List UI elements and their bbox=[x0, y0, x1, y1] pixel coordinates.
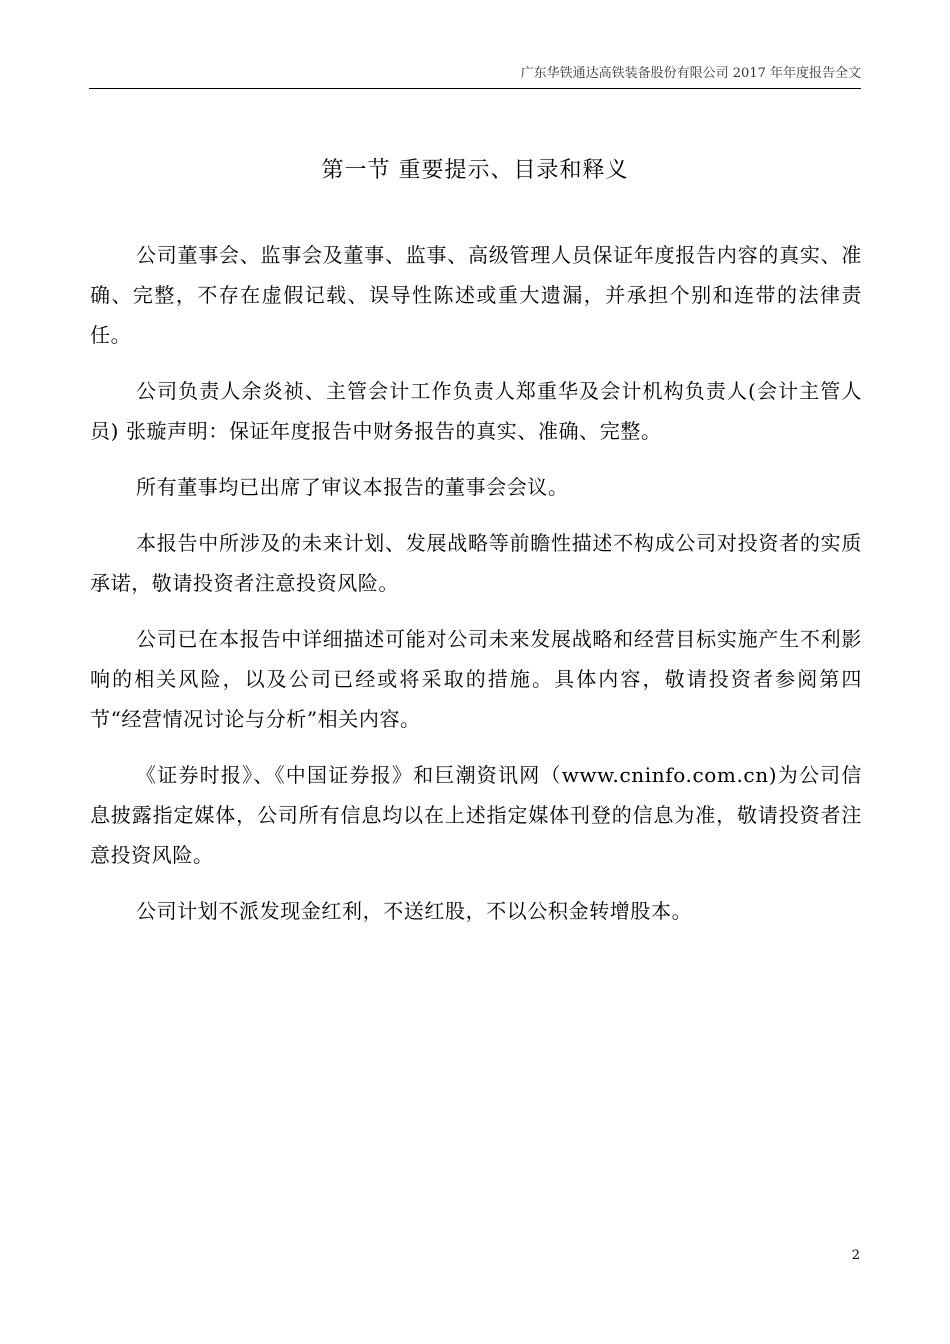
paragraph-board-attendance: 所有董事均已出席了审议本报告的董事会会议。 bbox=[136, 475, 569, 499]
section-title: 第一节 重要提示、目录和释义 bbox=[321, 158, 629, 183]
paragraph-risk-notice: 公司已在本报告中详细描述可能对公司未来发展战略和经营目标实施产生不利影响的相关风险，以及公司已经或将采取的措施。具体内容，敬请投资者参阅第四节“经营情况讨论与分析”相关内容。 bbox=[90, 627, 862, 731]
paragraph-dividend-plan: 公司计划不派发现金红利，不送红股，不以公积金转增股本。 bbox=[136, 899, 693, 923]
running-header: 广东华铁通达高铁装备股份有限公司 2017 年年度报告全文 bbox=[520, 66, 861, 81]
header-divider bbox=[89, 88, 861, 89]
page-number: 2 bbox=[851, 1248, 860, 1263]
paragraph-forward-looking-disclaimer: 本报告中所涉及的未来计划、发展战略等前瞻性描述不构成公司对投资者的实质承诺，敬请投资者注意投资风险。 bbox=[90, 531, 862, 595]
document-body bbox=[90, 235, 862, 947]
paragraph-disclosure-media: 《证券时报》、《中国证券报》和巨潮资讯网（www.cninfo.com.cn)为公司信息披露指定媒体，公司所有信息均以在上述指定媒体刊登的信息为准，敬请投资者注意投资风险。 bbox=[90, 763, 862, 867]
paragraph-responsibility-statement: 公司董事会、监事会及董事、监事、高级管理人员保证年度报告内容的真实、准确、完整，不存在虚假记载、误导性陈述或重大遗漏，并承担个别和连带的法律责任。 bbox=[90, 243, 862, 347]
paragraph-financial-statement-declaration: 公司负责人余炎祯、主管会计工作负责人郑重华及会计机构负责人(会计主管人员) 张璇声明：保证年度报告中财务报告的真实、准确、完整。 bbox=[90, 379, 862, 443]
